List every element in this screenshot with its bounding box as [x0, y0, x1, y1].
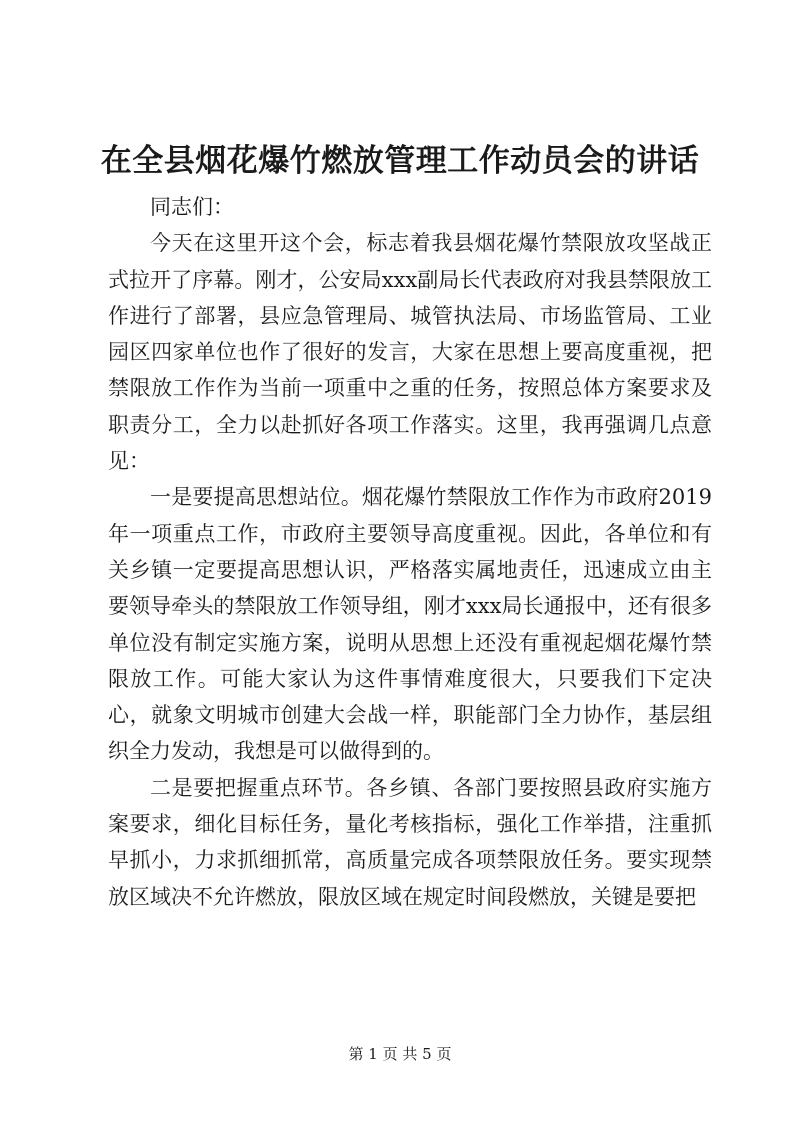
paragraph-point-one: 一是要提高思想站位。烟花爆竹禁限放工作作为市政府2019年一项重点工作，市政府主要领导高度重视。因此，各单位和有关乡镇一定要提高思想认识，严格落实属地责任，迅速成立由主要领导牵头的禁限放工作领导组，刚才xxx局长通报中，还有很多单位没有制定实施方案，说明从思想上还没有重视起烟花爆竹禁限放工作。可能大家认为这件事情难度很大，只要我们下定决心，就象文明城市创建大会战一样，职能部门全力协作，基层组织全力发动，我想是可以做得到的。 [108, 485, 712, 764]
paragraph-intro: 今天在这里开这个会，标志着我县烟花爆竹禁限放攻坚战正式拉开了序幕。刚才，公安局xxx副局长代表政府对我县禁限放工作进行了部署，县应急管理局、城管执法局、市场监管局、工业园区四家单位也作了很好的发言，大家在思想上要高度重视，把禁限放工作作为当前一项重中之重的任务，按照总体方案要求及职责分工，全力以赴抓好各项工作落实。这里，我再强调几点意见： [108, 231, 712, 474]
document-body [108, 189, 712, 915]
salutation: 同志们： [150, 195, 234, 219]
page-footer: 第 1 页 共 5 页 [348, 1045, 452, 1063]
paragraph-point-two: 二是要把握重点环节。各乡镇、各部门要按照县政府实施方案要求，细化目标任务，量化考核指标，强化工作举措，注重抓早抓小，力求抓细抓常，高质量完成各项禁限放任务。要实现禁放区域决不允许燃放，限放区域在规定时间段燃放，关键是要把 [108, 775, 712, 909]
document-title: 在全县烟花爆竹燃放管理工作动员会的讲话 [100, 143, 700, 179]
